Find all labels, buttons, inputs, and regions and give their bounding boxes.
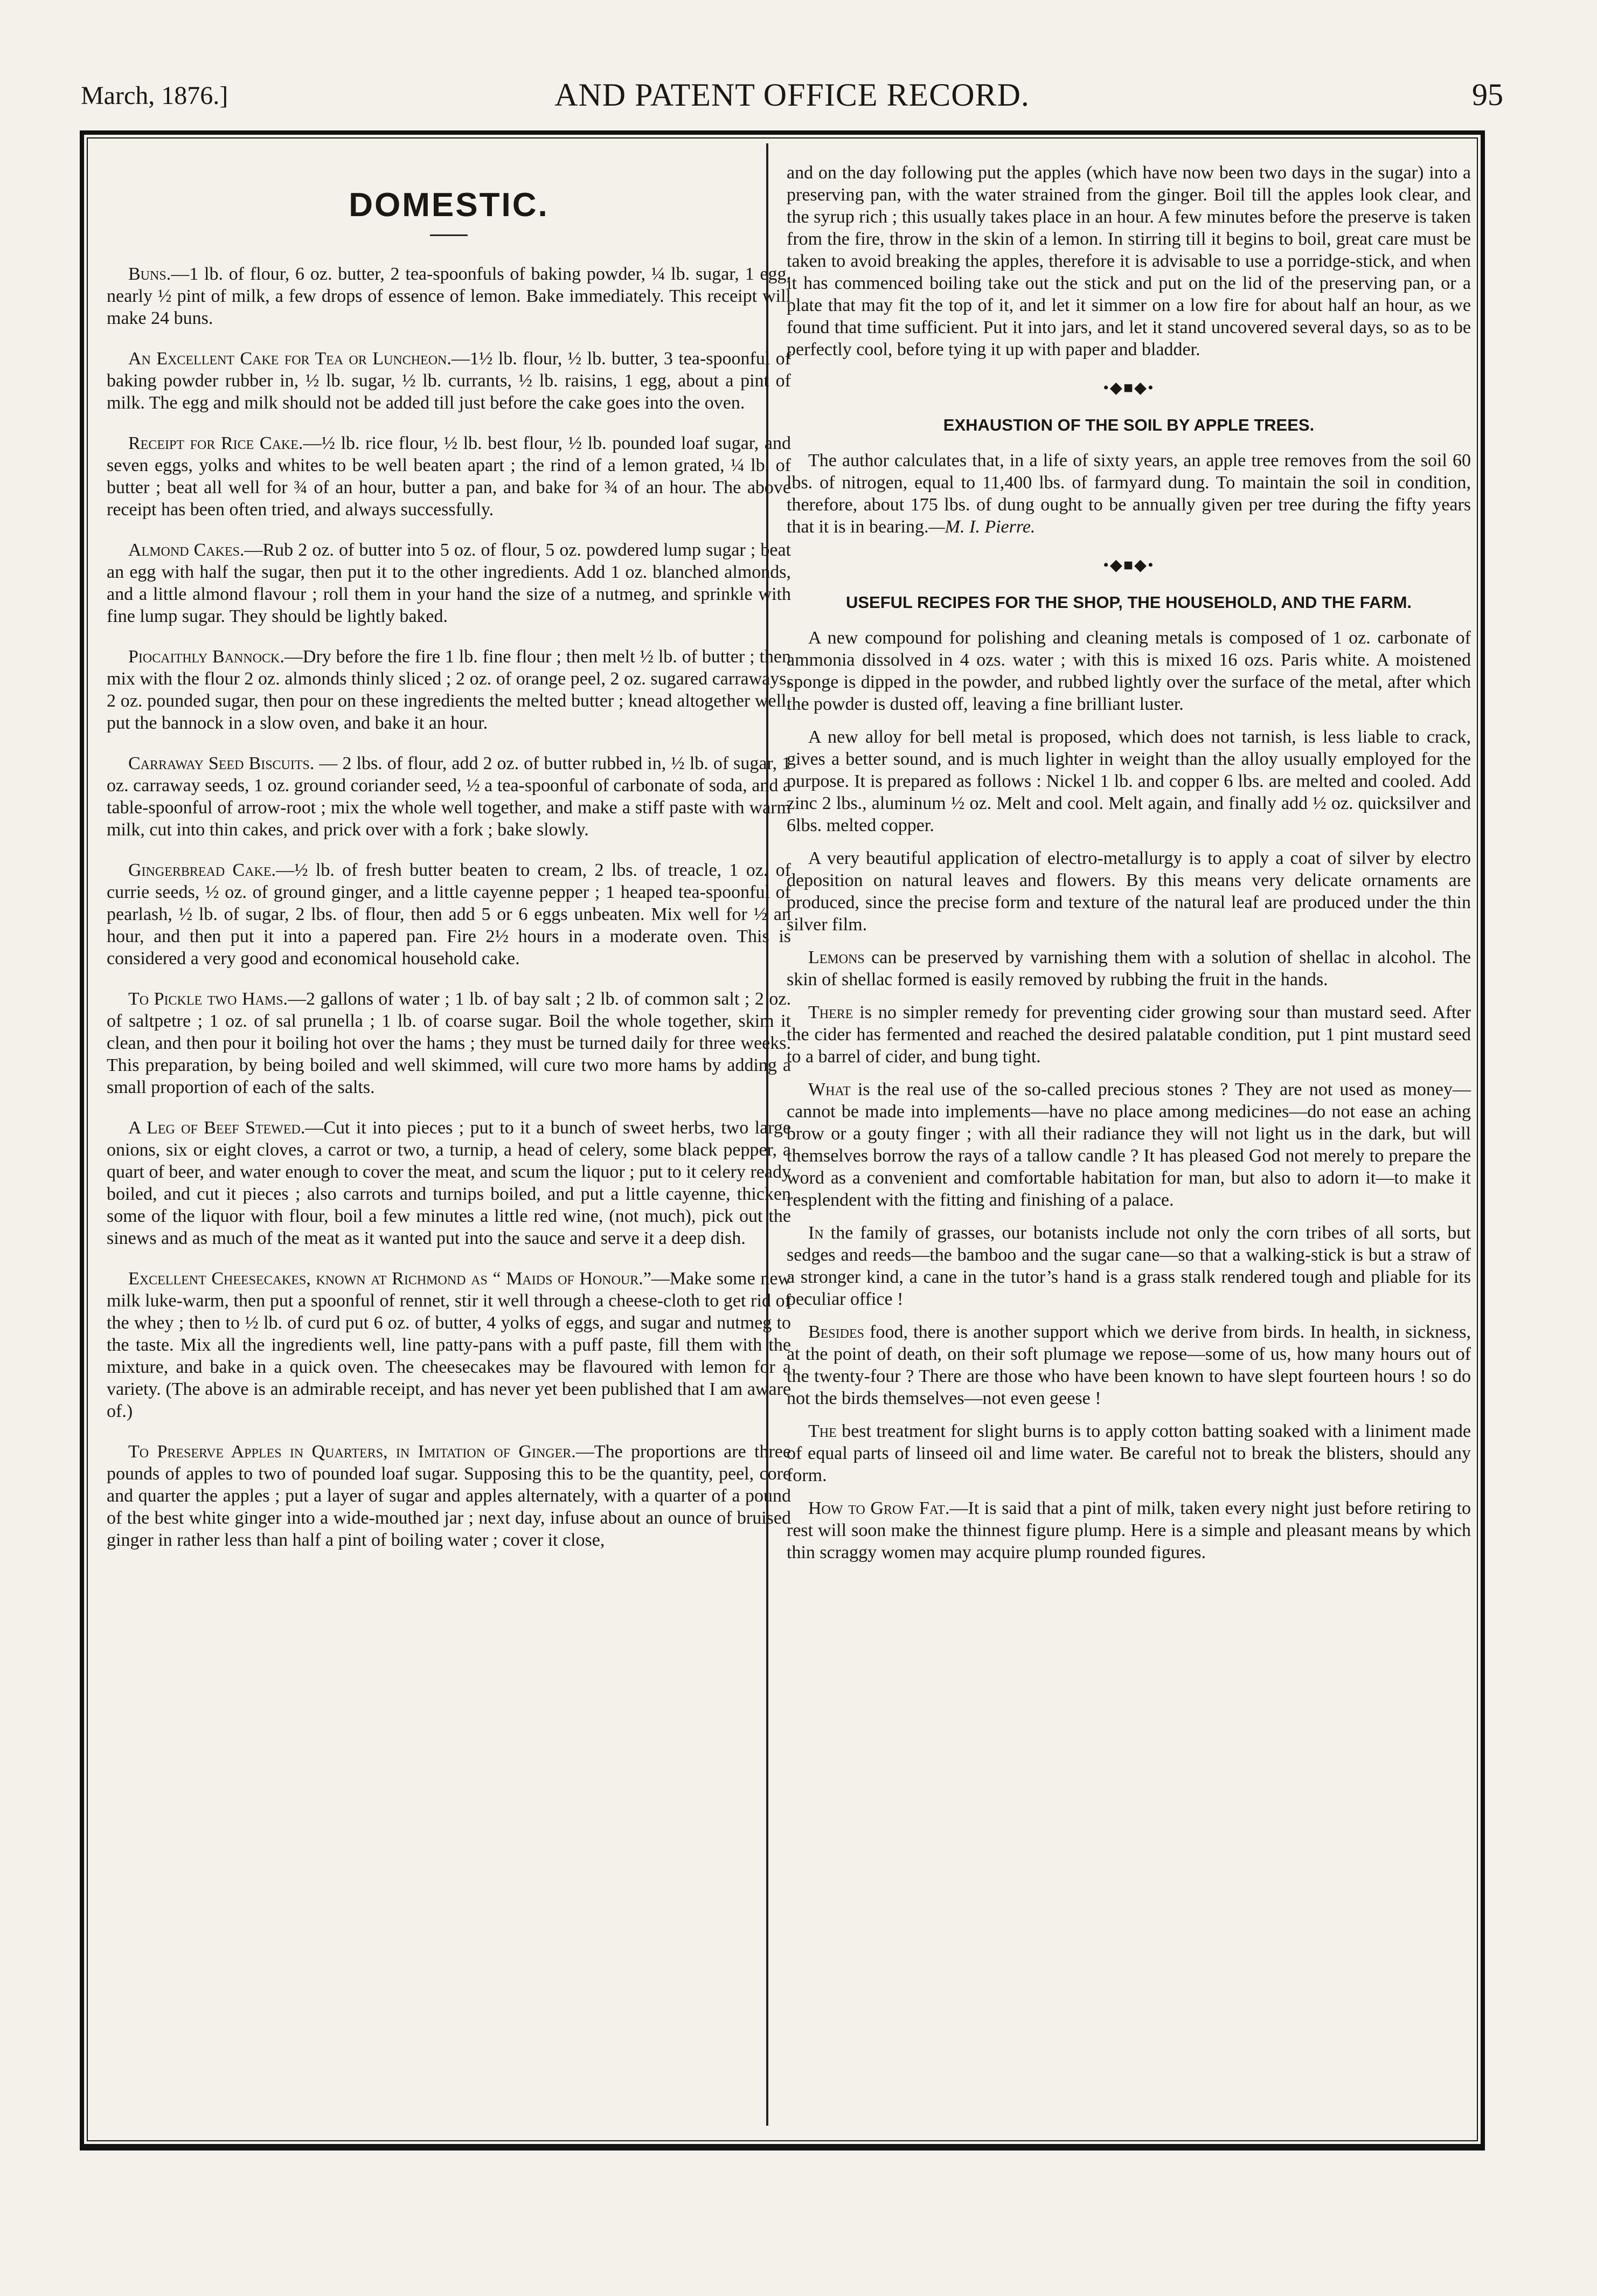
recipe-lead: What	[808, 1080, 851, 1099]
left-paragraphs	[107, 263, 791, 1551]
recipe-text: best treatment for slight burns is to apply cotton batting soaked with a liniment made of equal parts of linseed oil and lime water. Be careful not to break the blisters, should any form.	[787, 1421, 1471, 1485]
recipe-text: —Rub 2 oz. of butter into 5 oz. of flour, 5 oz. powdered lump sugar ; beat an egg with half the sugar, then put it to the other ingredients. Add 1 oz. blanched almonds, and a little almond flavour ; roll them in your hand the size of a nutmeg, and sprinkle with fine lump sugar. They should be lightly baked.	[107, 540, 791, 626]
article-paragraph	[787, 449, 1471, 538]
article-title: EXHAUSTION OF THE SOIL BY APPLE TREES.	[943, 416, 1315, 434]
recipe-paragraph	[787, 627, 1471, 715]
recipe-text: —Cut it into pieces ; put to it a bunch of sweet herbs, two large onions, six or eight cloves, a carrot or two, a turnip, a head of celery, some black pepper, a quart of beer, and water enough to cover the meat, and scum the liquor ; put to it celery ready boiled, and cut it pieces ; also carrots and turnips boiled, and put a little cayenne, thicken some of the liquor with flour, boil a few minutes a little red wine, (not much), pick out the sinews and as much of the meat as it wanted put into the sauce and serve it a deep dish.	[107, 1118, 791, 1248]
recipe-lead: To Preserve Apples in Quarters, in Imitation of Ginger.	[128, 1442, 576, 1462]
recipe-paragraph	[107, 348, 791, 414]
article-byline: —M. I. Pierre.	[928, 517, 1036, 537]
recipe-text: A new compound for polishing and cleaning metals is composed of 1 oz. carbonate of ammonia dissolved in 4 ozs. water ; with this is mixed 16 ozs. Paris white. A moistened sponge is dipped in the powder, and rubbed lightly over the surface of the metal, after which the powder is dusted off, leaving a fine brilliant luster.	[787, 628, 1471, 714]
page-number: 95	[1472, 77, 1503, 112]
recipe-text: —Dry before the fire 1 lb. fine flour ; then melt ½ lb. of butter ; then mix with the flour 2 oz. almonds thinly sliced ; 2 oz. of orange peel, 2 oz. sugared carraways, 2 oz. pounded sugar, then pour on these ingredients the melted butter ; knead altogether well, put the bannock in a slow oven, and bake it an hour.	[107, 647, 791, 733]
recipe-paragraph	[107, 988, 791, 1098]
continuation-paragraph: and on the day following put the apples (which have now been two days in the sugar) into a preserving pan, with the water strained from the ginger. Boil till the apples look clear, and the syrup rich ; this usually takes place in an hour. A few minutes before the preserve is taken from the fire, throw in the skin of a lemon. In stirring till it begins to boil, great care must be taken to avoid breaking the apples, therefore it is advisable to use a porridge-stick, and when it has commenced boiling take out the stick and put on the lid of the preserving pan, or a plate that may fit the top of it, and let it simmer on a low fire for about half an hour, as we found that time sufficient. Put it into jars, and let it stand uncovered several days, so as to be perfectly cool, before tying it up with paper and bladder.	[787, 163, 1471, 359]
recipe-text: —½ lb. rice flour, ½ lb. best flour, ½ lb. pounded loaf sugar, and seven eggs, yolks and whites to be well beaten apart ; the rind of a lemon grated, ¼ lb. of butter ; beat all well for ¾ of an hour, butter a pan, and bake for ¾ of an hour. The above receipt has been often tried, and always successfully.	[107, 433, 791, 520]
recipe-paragraph	[107, 432, 791, 521]
recipe-paragraph	[787, 1001, 1471, 1068]
recipe-paragraph	[107, 752, 791, 841]
running-header	[81, 77, 1503, 124]
recipe-text: can be preserved by varnishing them with a solution of shellac in alcohol. The skin of shellac formed is easily removed by rubbing the fruit in the hands.	[787, 948, 1471, 990]
recipe-paragraph	[107, 539, 791, 627]
recipe-paragraph	[787, 1497, 1471, 1564]
recipe-lead: Almond Cakes.	[128, 540, 245, 560]
article-title: USEFUL RECIPES FOR THE SHOP, THE HOUSEHOLD, AND THE FARM.	[845, 593, 1412, 612]
recipe-lead: To Pickle two Hams.	[128, 989, 288, 1009]
recipe-paragraph	[787, 1078, 1471, 1211]
recipe-paragraph	[787, 1222, 1471, 1310]
recipe-lead: In	[808, 1223, 824, 1243]
ornament-divider: •◆■◆•	[1103, 379, 1155, 397]
ornament-divider: •◆■◆•	[1103, 556, 1155, 574]
recipe-text: A very beautiful application of electro-metallurgy is to apply a coat of silver by electro deposition on natural leaves and flowers. By this means very delicate ornaments are produced, since the precise form and texture of the natural leaf are produced under the thin silver film.	[787, 848, 1471, 935]
recipe-paragraph	[787, 1420, 1471, 1486]
recipe-text: —The proportions are three pounds of apples to two of pounded loaf sugar. Supposing this to be the quantity, peel, core and quarter the apples ; put a layer of sugar and apples alternately, with a quarter of a pound of the best white ginger into a wide-mouthed jar ; next day, infuse about an ounce of bruised ginger in rather less than half a pint of boiling water ; cover it close,	[107, 1442, 791, 1550]
section-title: DOMESTIC.	[349, 186, 549, 224]
recipe-text: —1½ lb. flour, ½ lb. butter, 3 tea-spoonful of baking powder rubber in, ½ lb. sugar, ½ lb. currants, ½ lb. raisins, 1 egg, about a pint of milk. The egg and milk should not be added till just before the cake goes into the oven.	[107, 349, 791, 413]
recipe-text: —1 lb. of flour, 6 oz. butter, 2 tea-spoonfuls of baking powder, ¼ lb. sugar, 1 egg, nearly ½ pint of milk, a few drops of essence of lemon. Bake immediately. This receipt will make 24 buns.	[107, 264, 791, 328]
recipe-lead: The	[808, 1421, 837, 1441]
title-rule	[430, 234, 468, 236]
recipe-text: A new alloy for bell metal is proposed, which does not tarnish, is less liable to crack, gives a better sound, and is much lighter in weight than the alloy usually employed for the purpose. It is prepared as follows : Nickel 1 lb. and copper 6 lbs. are melted and cooled. Add zinc 2 lbs., aluminum ½ oz. Melt and cool. Melt again, and finally add ½ oz. quicksilver and 6lbs. melted copper.	[787, 727, 1471, 835]
recipe-lead: A Leg of Beef Stewed.	[128, 1118, 305, 1138]
right-column	[787, 162, 1471, 1574]
left-column	[107, 162, 791, 1569]
recipe-lead: Besides	[808, 1322, 865, 1342]
header-title: AND PATENT OFFICE RECORD.	[554, 77, 1030, 113]
recipe-lead: Lemons	[808, 948, 865, 967]
recipe-text: the family of grasses, our botanists include not only the corn tribes of all sorts, but sedges and reeds—the bamboo and the sugar cane—so that a walking-stick is but a straw of a stronger kind, a cane in the tutor’s hand is a grass stalk rendered tough and pliable for its peculiar office !	[787, 1223, 1471, 1309]
recipe-lead: Gingerbread Cake.	[128, 860, 276, 880]
page-border-bottom-rule	[80, 2144, 1485, 2150]
recipe-text: —Make some new milk luke-warm, then put a spoonful of rennet, stir it well through a cheese-cloth to get rid of the whey ; then to ½ lb. of curd put 6 oz. of butter, 4 yolks of eggs, and sugar and nutmeg to the taste. Mix all the ingredients well, line patty-pans with a puff paste, fill them with the mixture, and bake in a quick oven. The cheesecakes may be flavoured with lemon for a variety. (The above is an admirable receipt, and has never yet been published that I am aware of.)	[107, 1269, 791, 1421]
recipe-text: —It is said that a pint of milk, taken every night just before retiring to rest will soon make the thinnest figure plump. Here is a simple and pleasant means by which thin scraggy women may acquire plump rounded figures.	[787, 1498, 1471, 1562]
recipe-text: —2 gallons of water ; 1 lb. of bay salt ; 2 lb. of common salt ; 2 oz. of saltpetre ; 1 oz. of sal prunella ; 1 lb. of coarse sugar. Boil the whole together, skim it clean, and then pour it boiling hot over the hams ; they must be turned daily for three weeks. This preparation, by being boiled and well skimmed, will cure two more hams by adding a small proportion of each of the salts.	[107, 989, 791, 1097]
recipe-paragraph	[107, 1441, 791, 1551]
recipe-text: — 2 lbs. of flour, add 2 oz. of butter rubbed in, ½ lb. of sugar, 1 oz. carraway seeds, 1 oz. ground coriander seed, ½ a tea-spoonful of carbonate of soda, and a table-spoonful of arrow-root ; mix the whole well together, and make a stiff paste with warm milk, cut into thin cakes, and prick over with a fork ; bake slowly.	[107, 753, 791, 840]
recipe-lead: There	[808, 1002, 853, 1022]
recipe-paragraph	[107, 1117, 791, 1249]
recipe-paragraph	[787, 847, 1471, 936]
recipe-paragraph	[107, 859, 791, 970]
recipe-lead: Piocaithly Bannock.	[128, 647, 284, 667]
recipe-lead: Excellent Cheesecakes, known at Richmond as “ Maids of Honour.”	[128, 1269, 651, 1289]
recipe-paragraph	[107, 646, 791, 734]
recipe-lead: Receipt for Rice Cake.	[128, 433, 303, 453]
recipe-lead: Carraway Seed Biscuits.	[128, 753, 315, 773]
recipe-text: is no simpler remedy for preventing cider growing sour than mustard seed. After the cider has fermented and reached the desired palatable condition, put 1 pint mustard seed to a barrel of cider, and bung tight.	[787, 1002, 1471, 1067]
article-text: The author calculates that, in a life of sixty years, an apple tree removes from the soil 60 lbs. of nitrogen, equal to 11,400 lbs. of farmyard dung. To maintain the soil in condition, therefore, about 175 lbs. of dung ought to be annually given per tree during the fifty years that it is in bearing.	[787, 451, 1471, 537]
recipe-lead: Buns.	[128, 264, 171, 284]
recipe-text: food, there is another support which we derive from birds. In health, in sickness, at the point of death, on their soft plumage we repose—some of us, how many hours out of the twenty-four ? There are those who have been known to have slept fourteen hours ! so do not the birds themselves—not even geese !	[787, 1322, 1471, 1408]
recipe-paragraph	[107, 263, 791, 329]
recipe-text: —½ lb. of fresh butter beaten to cream, 2 lbs. of treacle, 1 oz. of currie seeds, ½ oz. of ground ginger, and a little cayenne pepper ; 1 heaped tea-spoonful of pearlash, ½ lb. of sugar, 2 lbs. of flour, then add 5 or 6 eggs unbeaten. Mix well for ½ an hour, and then put it into a papered pan. Fire 2½ hours in a moderate oven. This is considered a very good and economical household cake.	[107, 860, 791, 969]
recipe-paragraph	[787, 1321, 1471, 1409]
recipe-lead: How to Grow Fat.	[808, 1498, 950, 1518]
recipe-text: is the real use of the so-called precious stones ? They are not used as money—cannot be made into implements—have no place among medicines—do not ease an aching brow or a gouty finger ; with all their radiance they will not light us in the dark, but will themselves borrow the rays of a tallow candle ? It has pleased God not merely to prepare the word as a convenient and comfortable habitation for man, but also to adorn it—to make it resplendent with the fitting and finishing of a palace.	[787, 1080, 1471, 1210]
recipe-lead: An Excellent Cake for Tea or Luncheon.	[128, 349, 452, 369]
right-paragraphs	[787, 627, 1471, 1564]
recipe-paragraph	[787, 726, 1471, 836]
recipe-paragraph	[787, 946, 1471, 991]
header-date: March, 1876.]	[81, 81, 228, 110]
recipe-paragraph	[107, 1268, 791, 1422]
